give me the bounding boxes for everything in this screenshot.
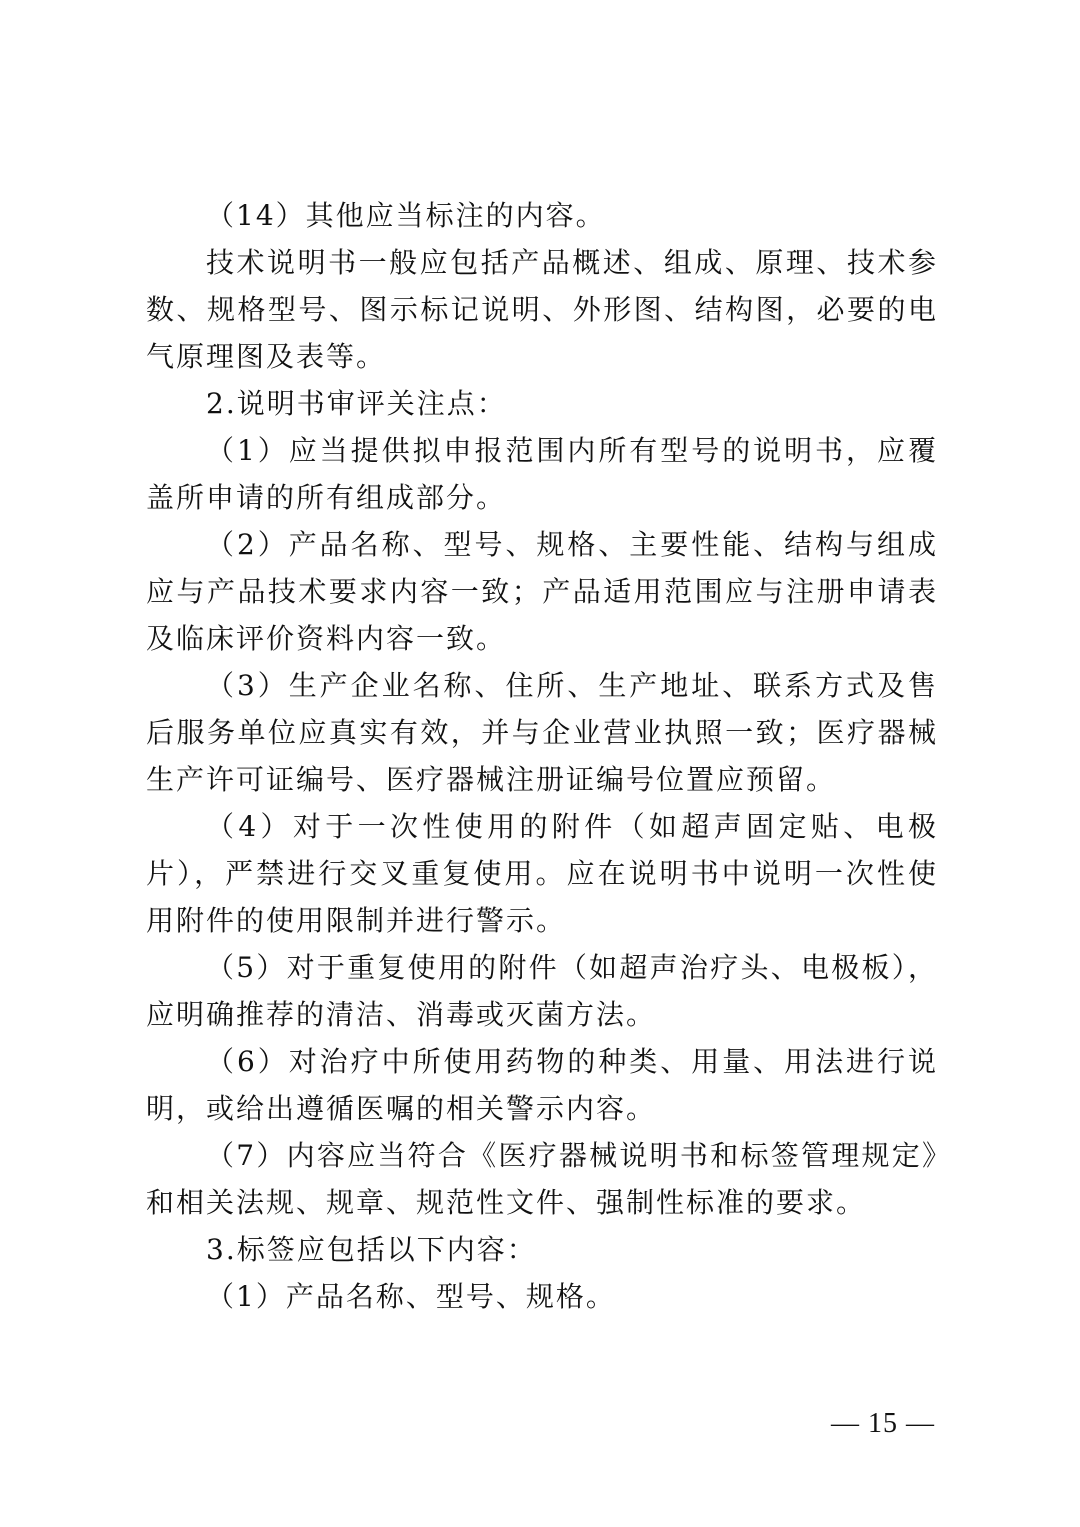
paragraph-review-item-2: （2）产品名称、型号、规格、主要性能、结构与组成应与产品技术要求内容一致；产品适用范围应与注册申请表及临床评价资料内容一致。 [146, 528, 938, 655]
paragraph-review-item-3: （3）生产企业名称、住所、生产地址、联系方式及售后服务单位应真实有效，并与企业营业执照一致；医疗器械生产许可证编号、医疗器械注册证编号位置应预留。 [146, 669, 938, 796]
paragraph-technical-manual: 技术说明书一般应包括产品概述、组成、原理、技术参数、规格型号、图示标记说明、外形图、结构图，必要的电气原理图及表等。 [146, 246, 938, 373]
paragraph-item-14-other: （14）其他应当标注的内容。 [206, 199, 606, 232]
paragraph-review-item-7: （7）内容应当符合《医疗器械说明书和标签管理规定》和相关法规、规章、规范性文件、强制性标准的要求。 [146, 1139, 938, 1219]
document-body [146, 192, 938, 1320]
paragraph-review-item-4: （4）对于一次性使用的附件（如超声固定贴、电极片），严禁进行交叉重复使用。应在说明书中说明一次性使用附件的使用限制并进行警示。 [146, 810, 938, 937]
paragraph-review-item-6: （6）对治疗中所使用药物的种类、用量、用法进行说明，或给出遵循医嘱的相关警示内容。 [146, 1045, 938, 1125]
paragraph-review-item-5: （5）对于重复使用的附件（如超声治疗头、电极板），应明确推荐的清洁、消毒或灭菌方法。 [146, 951, 938, 1031]
page-number: — 15 — [831, 1408, 935, 1439]
paragraph-label-item-1: （1）产品名称、型号、规格。 [206, 1280, 616, 1313]
section-heading-manual-review: 2.说明书审评关注点： [206, 387, 507, 420]
paragraph-review-item-1: （1）应当提供拟申报范围内所有型号的说明书，应覆盖所申请的所有组成部分。 [146, 434, 938, 514]
section-heading-label-content: 3.标签应包括以下内容： [206, 1233, 537, 1266]
